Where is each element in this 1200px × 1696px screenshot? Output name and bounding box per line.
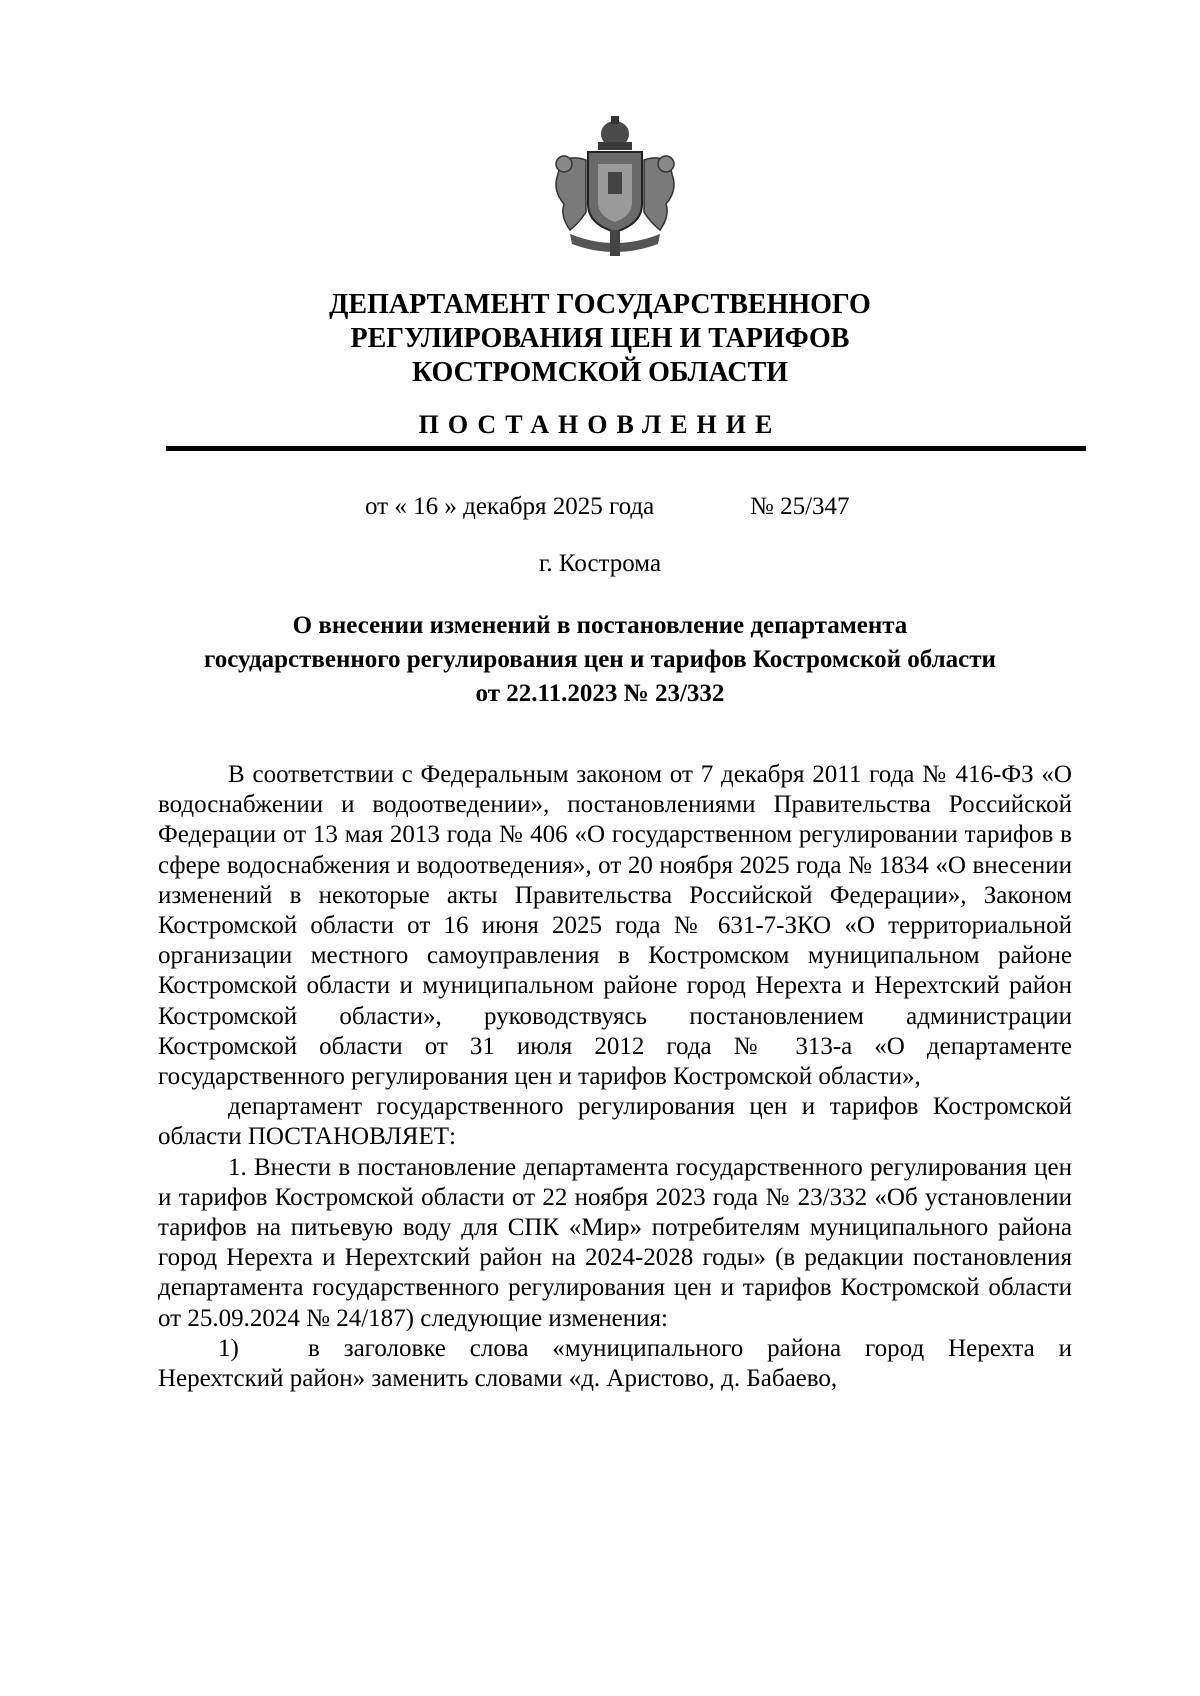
department-name-line-3: КОСТРОМСКОЙ ОБЛАСТИ bbox=[411, 357, 789, 388]
document-city: г. Кострома bbox=[538, 550, 662, 577]
preamble-paragraph: В соответствии с Федеральным законом от 7 декабря 2011 года № 416-ФЗ «О водоснабжении и водоотведении», постановлениями Правительства Российской Федерации от 13 мая 2013 года № 406 «О государственном регулировании тарифов в сфере водоснабжения и водоотведения», от 20 ноября 2025 года № 1834 «О внесении изменений в некоторые акты Правительства Российской Федерации», Законом Костромской области от 16 июня 2025 года № 631-7-ЗКО «О территориальной организации местного самоуправления в Костромском муниципальном районе Костромской области и муниципальном районе город Нерехта и Нерехтский район Костромской области», руководствуясь постановлением администрации Костромской области от 31 июля 2012 года № 313-а «О департаменте государственного регулирования цен и тарифов Костромской области», bbox=[158, 761, 1072, 1091]
subject-line-2: государственного регулирования цен и тарифов Костромской области bbox=[204, 646, 996, 673]
coat-of-arms-emblem bbox=[540, 112, 690, 262]
item-1-paragraph: 1. Внести в постановление департамента государственного регулирования цен и тарифов Костромской области от 22 ноября 2023 года № 23/332 «Об установлении тарифов на питьевую воду для СПК «Мир» потребителям муниципального района город Нерехта и Нерехтский район на 2024-2028 годы» (в редакции постановления департамента государственного регулирования цен и тарифов Костромской области от 25.09.2024 № 24/187) следующие изменения: bbox=[158, 1153, 1072, 1332]
resolves-paragraph: департамент государственного регулирования цен и тарифов Костромской области ПОСТАНОВЛЯЕТ: bbox=[158, 1093, 1072, 1151]
header-divider bbox=[166, 446, 1086, 451]
subject-line-1: О внесении изменений в постановление департамента bbox=[292, 612, 908, 639]
document-body bbox=[158, 760, 1072, 1394]
subitem-1-text: в заголовке слова «муниципального района город Нерехта и Нерехтский район» заменить словами «д. Аристово, д. Бабаево, bbox=[158, 1334, 1072, 1393]
department-name-line-1: ДЕПАРТАМЕНТ ГОСУДАРСТВЕННОГО bbox=[329, 289, 871, 320]
document-number: № 25/347 bbox=[750, 493, 850, 520]
document-date: от « 16 » декабря 2025 года bbox=[365, 493, 655, 520]
subject-line-3: от 22.11.2023 № 23/332 bbox=[475, 680, 725, 707]
subitem-1-marker: 1) bbox=[218, 1334, 239, 1362]
department-name bbox=[150, 288, 1050, 390]
subitem-1-paragraph bbox=[158, 1334, 1072, 1394]
document-subject bbox=[120, 609, 1080, 711]
document-type-heading: ПОСТАНОВЛЕНИЕ bbox=[418, 410, 782, 439]
department-name-line-2: РЕГУЛИРОВАНИЯ ЦЕН И ТАРИФОВ bbox=[350, 323, 850, 354]
